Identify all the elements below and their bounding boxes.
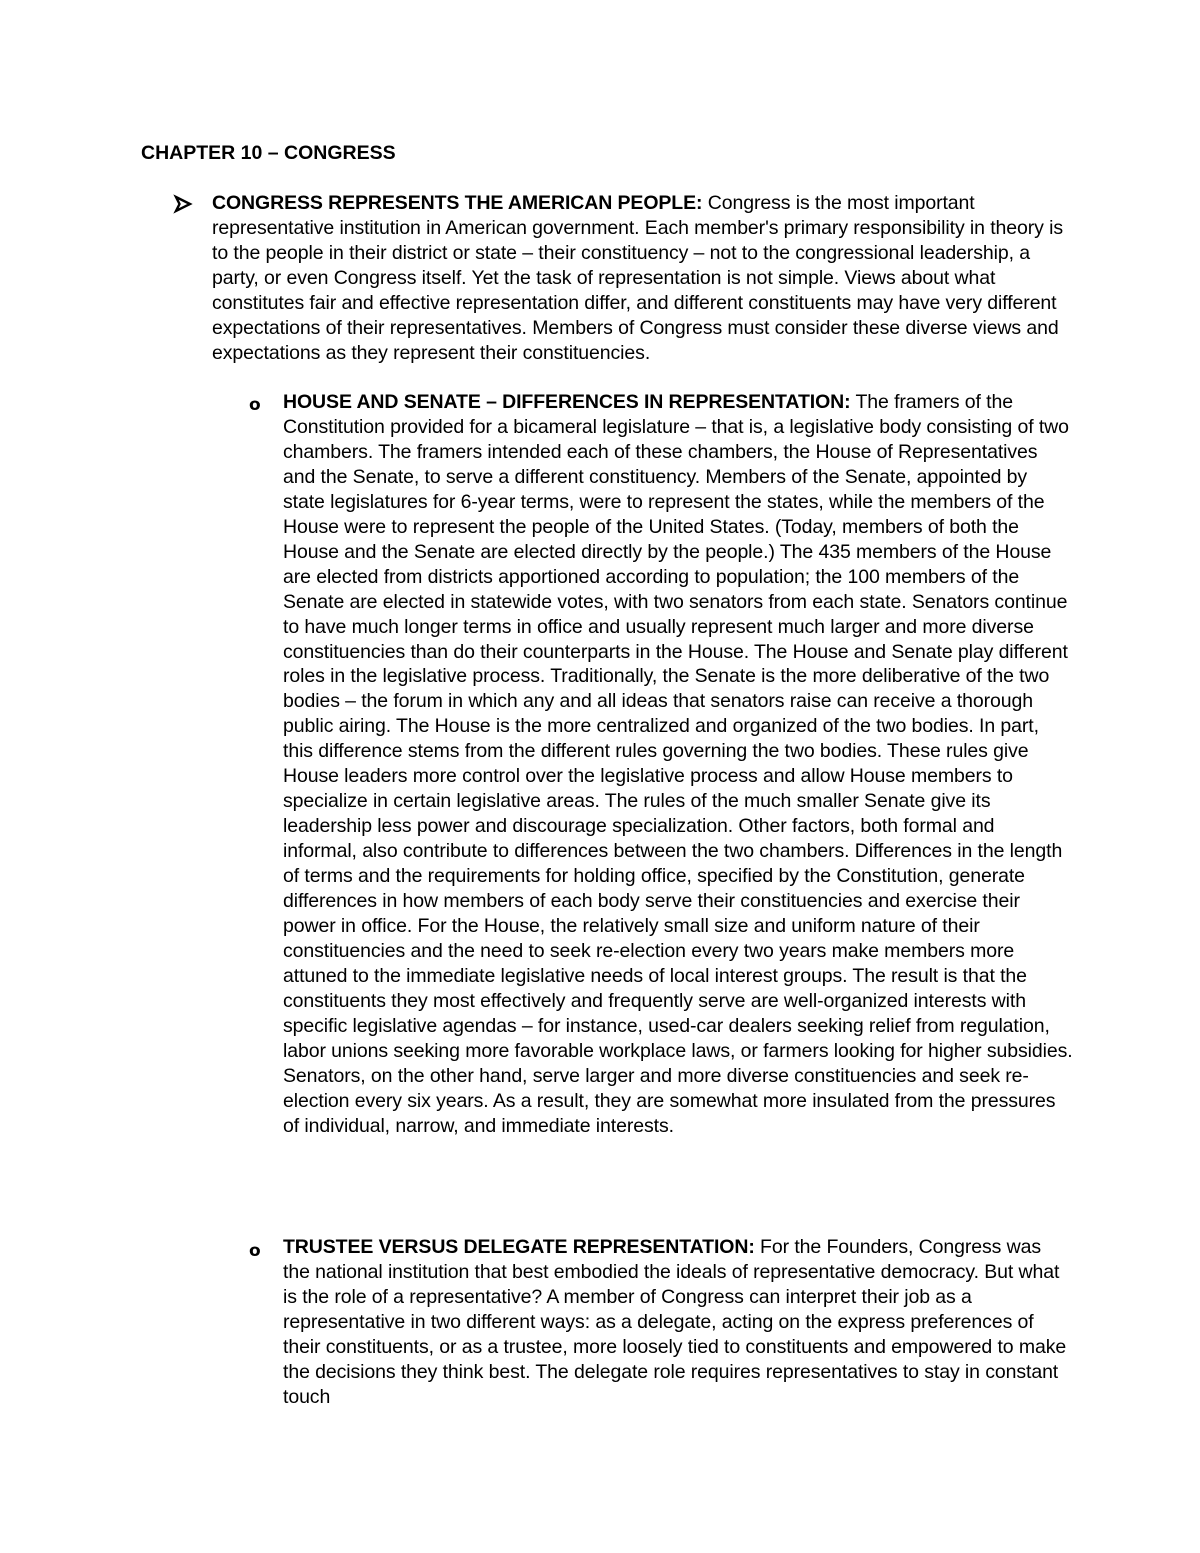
chapter-title: CHAPTER 10 – CONGRESS [141,142,396,164]
section-trustee-delegate [283,1235,1073,1410]
section-body: The framers of the Constitution provided for a bicameral legislature – that is, a legislative body consisting of two chambers. The framers intended each of these chambers, the House of Representatives and the Senate, to serve a different constituency. Members of the Senate, appointed by state legislatures for 6-year terms, were to represent the states, while the members of the House were to represent the people of the United States. (Today, members of both the House and the Senate are elected directly by the people.) The 435 members of the House are elected from districts apportioned according to population; the 100 members of the Senate are elected in statewide votes, with two senators from each state. Senators continue to have much longer terms in office and usually represent much larger and more diverse constituencies than do their counterparts in the House. The House and Senate play different roles in the legislative process. Traditionally, the Senate is the more deliberative of the two bodies – the forum in which any and all ideas that senators raise can receive a thorough public airing. The House is the more centralized and organized of the two bodies. In part, this difference stems from the different rules governing the two bodies. These rules give House leaders more control over the legislative process and allow House members to specialize in certain legislative areas. The rules of the much smaller Senate give its leadership less power and discourage specialization. Other factors, both formal and informal, also contribute to differences between the two chambers. Differences in the length of terms and the requirements for holding office, specified by the Constitution, generate differences in how members of each body serve their constituencies and exercise their power in office. For the House, the relatively small size and uniform nature of their constituencies and the need to seek re-election every two years make members more attuned to the immediate legislative needs of local interest groups. The result is that the constituents they most effectively and frequently serve are well-organized interests with specific legislative agendas – for instance, used-car dealers seeking relief from regulation, labor unions seeking more favorable workplace laws, or farmers looking for higher subsidies. Senators, on the other hand, serve larger and more diverse constituencies and seek re-election every six years. As a result, they are somewhat more insulated from the pressures of individual, narrow, and immediate interests. [283,391,1073,1137]
section-heading: HOUSE AND SENATE – DIFFERENCES IN REPRESENTATION: [283,391,851,413]
section-house-senate [283,390,1073,1139]
section-heading: CONGRESS REPRESENTS THE AMERICAN PEOPLE: [212,192,703,214]
sub-bullet-marker: o [249,1241,261,1261]
arrowhead-bullet-icon [173,194,193,214]
section-heading: TRUSTEE VERSUS DELEGATE REPRESENTATION: [283,1236,755,1258]
section-body: For the Founders, Congress was the national institution that best embodied the ideals of representative democracy. But what is the role of a representative? A member of Congress can interpret their job as a representative in two different ways: as a delegate, acting on the express preferences of their constituents, or as a trustee, more loosely tied to constituents and empowered to make the decisions they think best. The delegate role requires representatives to stay in constant touch [283,1236,1067,1408]
sub-bullet-marker: o [249,395,261,415]
section-body: Congress is the most important representative institution in American government. Each member's primary responsibility in theory is to the people in their district or state – their constituency – not to the congressional leadership, a party, or even Congress itself. Yet the task of representation is not simple. Views about what constitutes fair and effective representation differ, and different constituents may have very different expectations of their representatives. Members of Congress must consider these diverse views and expectations as they represent their constituencies. [212,192,1064,364]
section-congress-represents [212,191,1074,366]
